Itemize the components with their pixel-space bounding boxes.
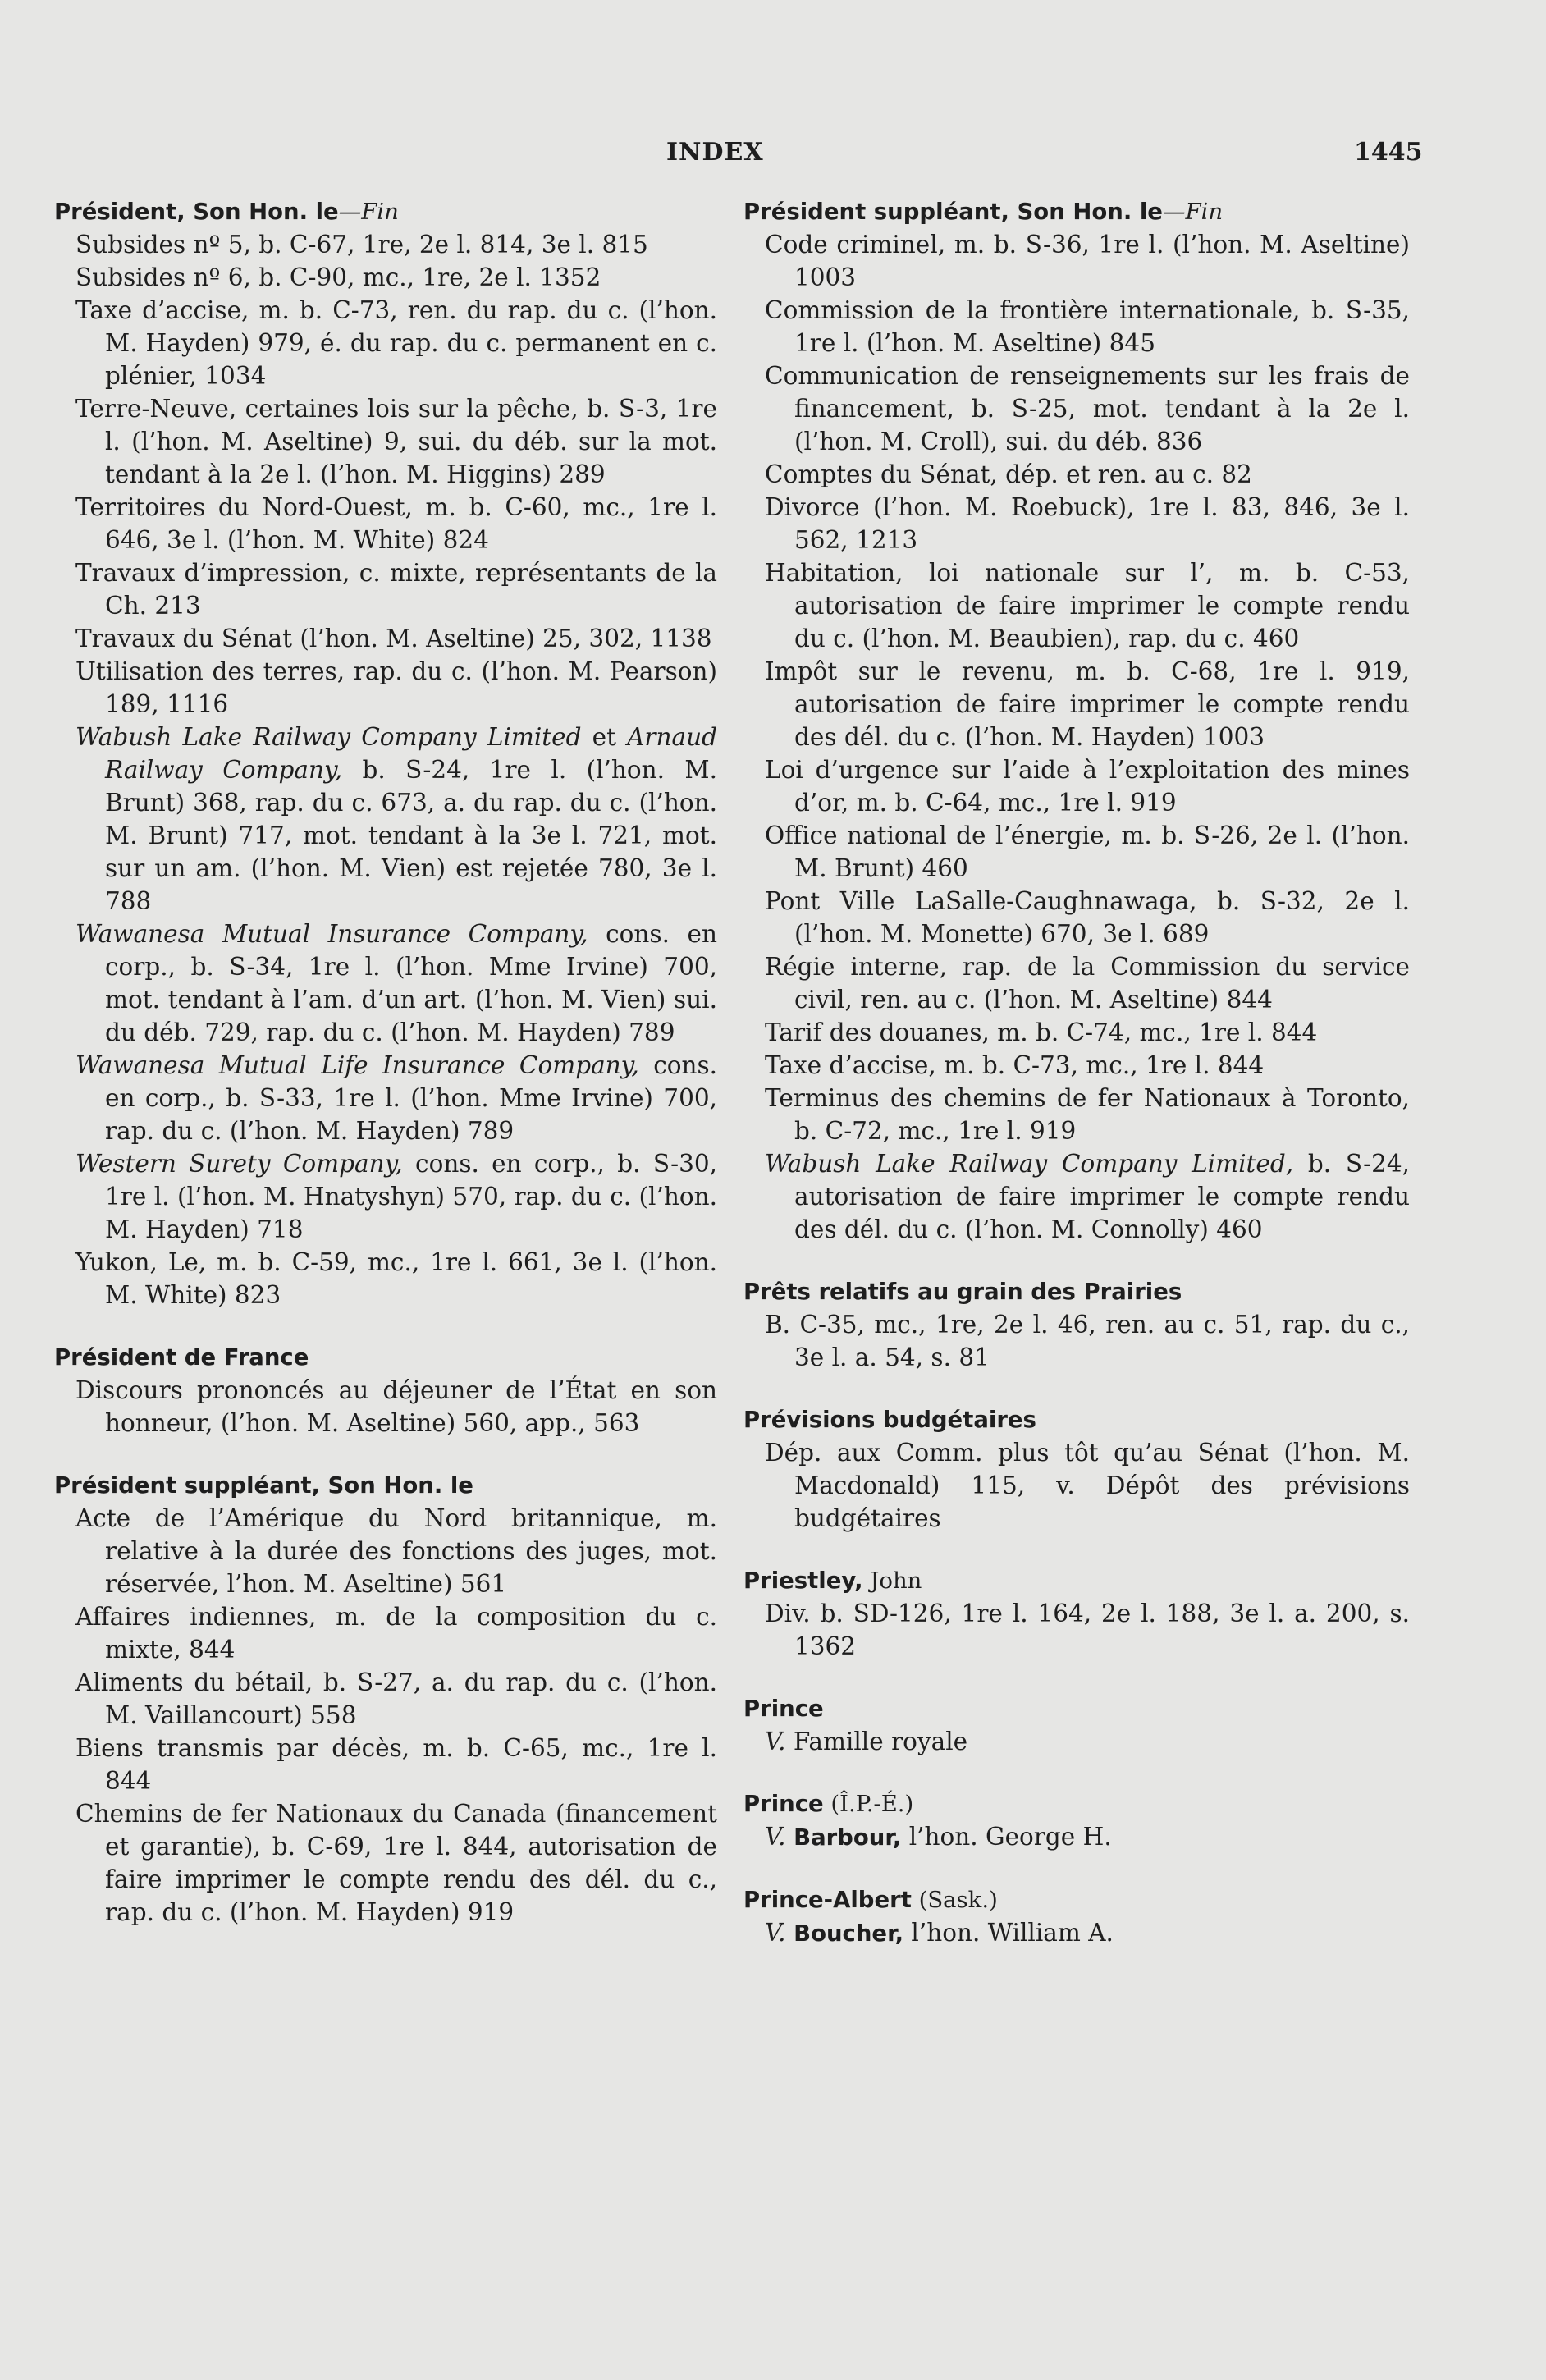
entry-italic-title: Wawanesa Mutual Life Insurance Company, — [75, 1051, 639, 1079]
index-heading — [743, 1787, 1410, 1820]
heading-text: Prince-Albert — [743, 1887, 912, 1913]
index-entry — [54, 721, 717, 918]
index-heading — [54, 195, 717, 228]
left-column — [54, 195, 717, 1929]
heading-suffix: John — [862, 1568, 922, 1594]
index-entry — [743, 1147, 1410, 1246]
index-entry: Utilisation des terres, rap. du c. (l’hon. M. Pearson) 189, 1116 — [75, 657, 717, 718]
index-entry: Travaux du Sénat (l’hon. M. Aseltine) 25, 302, 1138 — [75, 625, 712, 652]
index-entry: Régie interne, rap. de la Commission du service civil, ren. au c. (l’hon. M. Aseltine) 844 — [765, 953, 1410, 1014]
index-entry: Subsides nº 6, b. C-90, mc., 1re, 2e l. 1352 — [75, 263, 601, 291]
index-heading: Prêts relatifs au grain des Prairies — [743, 1279, 1182, 1305]
index-entry: Commission de la frontière internationale, b. S-35, 1re l. (l’hon. M. Aseltine) 845 — [765, 296, 1410, 357]
index-entry: Pont Ville LaSalle-Caughnawaga, b. S-32, 2e l. (l’hon. M. Monette) 670, 3e l. 689 — [765, 887, 1410, 948]
index-entry: Tarif des douanes, m. b. C-74, mc., 1re l. 844 — [765, 1018, 1318, 1046]
see-name: Barbour, — [785, 1824, 902, 1851]
index-entry: Comptes du Sénat, dép. et ren. au c. 82 — [765, 460, 1252, 488]
index-entry: Terminus des chemins de fer Nationaux à Toronto, b. C-72, mc., 1re l. 919 — [765, 1084, 1410, 1145]
index-entry: Office national de l’énergie, m. b. S-26, 2e l. (l’hon. M. Brunt) 460 — [765, 822, 1410, 882]
index-entry — [54, 918, 717, 1049]
index-entry — [54, 1147, 717, 1246]
index-heading — [743, 195, 1410, 228]
index-entry: Taxe d’accise, m. b. C-73, mc., 1re l. 844 — [765, 1051, 1265, 1079]
index-entry: Biens transmis par décès, m. b. C-65, mc., 1re l. 844 — [75, 1734, 717, 1795]
index-entry: Territoires du Nord-Ouest, m. b. C-60, mc., 1re l. 646, 3e l. (l’hon. M. White) 824 — [75, 493, 717, 554]
see-name: Boucher, — [785, 1920, 904, 1947]
index-entry: Affaires indiennes, m. de la composition du c. mixte, 844 — [75, 1603, 717, 1664]
entry-text: cons. en corp., b. S-34, 1re l. (l’hon. Mme Irvine) 700, mot. tendant à l’am. d’un art. (l’hon. M. Vien) sui. du déb. 729, rap. du c. (l’hon. M. Hayden) 789 — [105, 920, 717, 1046]
index-entry: Divorce (l’hon. M. Roebuck), 1re l. 83, 846, 3e l. 562, 1213 — [765, 493, 1410, 554]
heading-suffix: —Fin — [1162, 199, 1224, 225]
index-heading: Prévisions budgétaires — [743, 1407, 1036, 1433]
entry-italic-title: Arnaud Railway Company, — [105, 723, 717, 784]
index-entry: Communication de renseignements sur les frais de financement, b. S-25, mot. tendant à la 2e l. (l’hon. M. Croll), sui. du déb. 836 — [765, 362, 1410, 455]
entry-text: b. S-24, autorisation de faire imprimer le compte rendu des dél. du c. (l’hon. M. Connolly) 460 — [794, 1150, 1410, 1243]
index-heading: Président de France — [54, 1344, 309, 1371]
index-entry: Discours prononcés au déjeuner de l’État en son honneur, (l’hon. M. Aseltine) 560, app., 563 — [75, 1376, 717, 1437]
see-text: Famille royale — [785, 1728, 968, 1755]
index-entry: Aliments du bétail, b. S-27, a. du rap. du c. (l’hon. M. Vaillancourt) 558 — [75, 1668, 717, 1729]
entry-text: cons. en corp., b. S-30, 1re l. (l’hon. M. Hnatyshyn) 570, rap. du c. (l’hon. M. Hayden) 718 — [105, 1150, 717, 1243]
entry-text: b. S-24, 1re l. (l’hon. M. Brunt) 368, rap. du c. 673, a. du rap. du c. (l’hon. M. Brunt) 717, mot. tendant à la 3e l. 721, mot. sur un am. (l’hon. M. Vien) est rejetée 780, 3e l. 788 — [105, 756, 717, 915]
page-number: 1445 — [1354, 138, 1423, 167]
right-column — [743, 195, 1410, 1950]
index-heading — [743, 1564, 1410, 1597]
see-marker: V. — [765, 1823, 786, 1851]
heading-text: Prince — [743, 1791, 824, 1817]
running-head-title: INDEX — [666, 138, 764, 167]
heading-suffix: (Sask.) — [911, 1887, 998, 1913]
running-head — [0, 138, 1546, 171]
index-entry: Taxe d’accise, m. b. C-73, ren. du rap. du c. (l’hon. M. Hayden) 979, é. du rap. du c. permanent en c. plénier, 1034 — [75, 296, 717, 390]
index-entry: Terre-Neuve, certaines lois sur la pêche, b. S-3, 1re l. (l’hon. M. Aseltine) 9, sui. du déb. sur la mot. tendant à la 2e l. (l’hon. M. Higgins) 289 — [75, 395, 717, 488]
index-entry: Impôt sur le revenu, m. b. C-68, 1re l. 919, autorisation de faire imprimer le compte rendu des dél. du c. (l’hon. M. Hayden) 1003 — [765, 657, 1410, 751]
see-text: l’hon. William A. — [903, 1919, 1114, 1947]
index-entry: Subsides nº 5, b. C-67, 1re, 2e l. 814, 3e l. 815 — [75, 231, 648, 259]
heading-text: Priestley, — [743, 1568, 863, 1594]
index-heading: Président suppléant, Son Hon. le — [54, 1472, 473, 1499]
entry-italic-title: Wabush Lake Railway Company Limited, — [765, 1150, 1294, 1178]
see-marker: V. — [765, 1919, 786, 1947]
index-entry: Loi d’urgence sur l’aide à l’exploitation des mines d’or, m. b. C-64, mc., 1re l. 919 — [765, 756, 1410, 817]
heading-suffix: (Î.P.-É.) — [823, 1791, 914, 1817]
index-entry: Dép. aux Comm. plus tôt qu’au Sénat (l’hon. M. Macdonald) 115, v. Dépôt des prévisions budgétaires — [765, 1439, 1410, 1532]
see-reference — [743, 1725, 1410, 1758]
heading-text: Président suppléant, Son Hon. le — [743, 199, 1163, 225]
index-entry: Yukon, Le, m. b. C-59, mc., 1re l. 661, 3e l. (l’hon. M. White) 823 — [75, 1248, 717, 1309]
index-heading: Prince — [743, 1696, 824, 1722]
entry-italic-title: Western Surety Company, — [75, 1150, 403, 1178]
index-entry — [54, 1049, 717, 1147]
see-reference — [743, 1916, 1410, 1950]
index-entry: Code criminel, m. b. S-36, 1re l. (l’hon. M. Aseltine) 1003 — [765, 231, 1410, 291]
index-heading — [743, 1883, 1410, 1916]
entry-italic-title: Wabush Lake Railway Company Limited — [75, 723, 582, 751]
entry-italic-title: Wawanesa Mutual Insurance Company, — [75, 920, 588, 948]
index-entry: Habitation, loi nationale sur l’, m. b. C-53, autorisation de faire imprimer le compte rendu du c. (l’hon. M. Beaubien), rap. du c. 460 — [765, 559, 1410, 652]
entry-text: et — [581, 723, 628, 751]
heading-suffix: —Fin — [338, 199, 399, 225]
see-marker: V. — [765, 1728, 786, 1755]
see-text: l’hon. George H. — [901, 1823, 1112, 1851]
index-entry: B. C-35, mc., 1re, 2e l. 46, ren. au c. 51, rap. du c., 3e l. a. 54, s. 81 — [765, 1311, 1410, 1371]
heading-text: Président, Son Hon. le — [54, 199, 339, 225]
index-entry: Chemins de fer Nationaux du Canada (financement et garantie), b. C-69, 1re l. 844, autorisation de faire imprimer le compte rendu des dél. du c., rap. du c. (l’hon. M. Hayden) 919 — [75, 1800, 717, 1926]
index-entry: Travaux d’impression, c. mixte, représentants de la Ch. 213 — [75, 559, 717, 620]
entry-text: cons. en corp., b. S-33, 1re l. (l’hon. Mme Irvine) 700, rap. du c. (l’hon. M. Hayden) 789 — [105, 1051, 717, 1145]
index-entry: Acte de l’Amérique du Nord britannique, m. relative à la durée des fonctions des juges, mot. réservée, l’hon. M. Aseltine) 561 — [75, 1504, 717, 1598]
index-entry: Div. b. SD-126, 1re l. 164, 2e l. 188, 3e l. a. 200, s. 1362 — [765, 1600, 1410, 1660]
see-reference — [743, 1820, 1410, 1854]
